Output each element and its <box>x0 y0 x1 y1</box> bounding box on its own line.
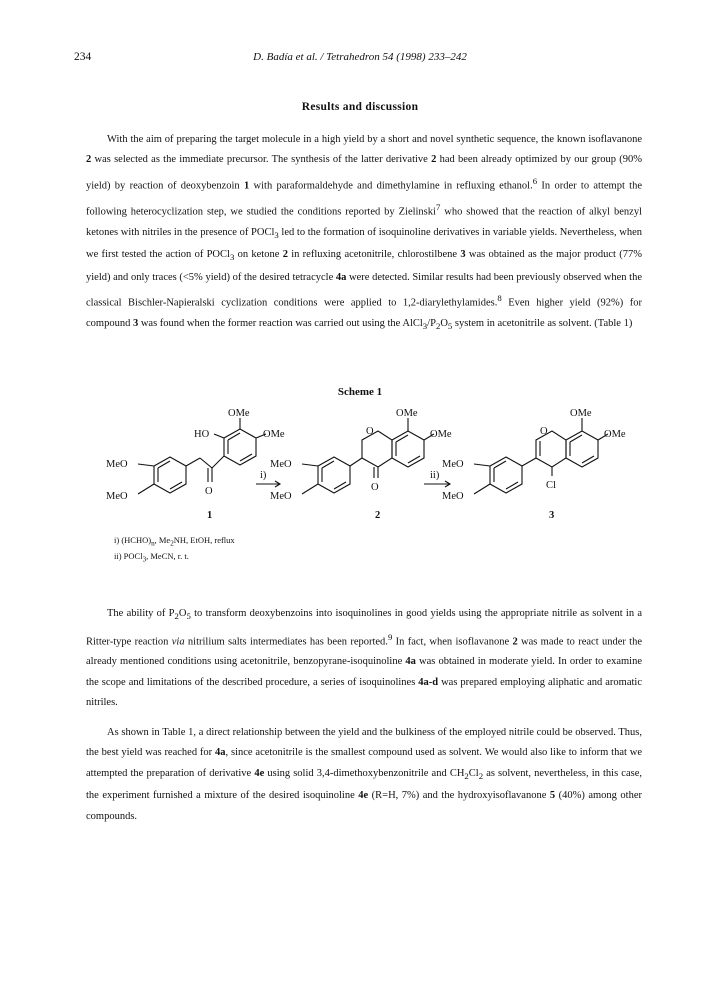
compound-3-number: 3 <box>549 510 555 521</box>
reaction-scheme <box>100 408 626 532</box>
scheme-title: Scheme 1 <box>337 386 383 398</box>
compound-3-meo-top: MeO <box>442 459 464 470</box>
compound-1-carbonyl-o: O <box>205 486 213 497</box>
compound-2-meo-top: MeO <box>270 459 292 470</box>
compound-3-ome-right: OMe <box>604 429 626 440</box>
compound-2-carbonyl-o: O <box>371 482 379 493</box>
compound-3-ring-o: O <box>540 426 548 437</box>
compound-3-meo-bottom: MeO <box>442 491 464 502</box>
compound-1-ome-top: OMe <box>228 408 250 419</box>
compound-2-ring-o: O <box>366 426 374 437</box>
running-head: D. Badía et al. / Tetrahedron 54 (1998) 233–242 <box>253 51 467 63</box>
compound-3-ome-top: OMe <box>570 408 592 419</box>
page-number: 234 <box>74 51 92 63</box>
compound-2-number: 2 <box>375 510 381 521</box>
condition-i: i) $(HCHO)_n$, $Me_2NH$, EtOH, reflux <box>114 535 235 548</box>
paragraph-1: With the aim of preparing the target molecule in a high yield by a short and novel synthetic sequence, the known isoflavanone 2 was selected as the immediate precursor. The synthesis of the latter derivative 2 had been already optimized by our group (90% yield) by reaction of deoxybenzoin 1 with paraformaldehyde and dimethylamine in refluxing ethanol.$^6$ In order to attempt the following heterocyclization step, we studied the conditions reported by Zielinski$^7$ who showed that the reaction of alkyl benzyl ketones with nitriles in the presence of POCl$_3$ led to the formation of isoquinoline derivatives in variable yields. Nevertheless, when we first tested the action of POCl$_3$ on ketone 2 in refluxing acetonitrile, chlorostilbene 3 was obtained as the major product (77% yield) and only traces (<5% yield) of the desired tetracycle 4a were detected. Similar results had been previously observed when the classical Bischler-Napieralski cyclization conditions were applied to 1,2-diarylethylamides.$^8$ Even higher yield (92%) for compound 3 was found when the former reaction was carried out using the $AlCl_3/P_2O_5$ system in acetonitrile as solvent. (Table 1) <box>86 134 642 332</box>
step-1-label: i) <box>260 470 267 481</box>
compound-1-ho: HO <box>194 429 210 440</box>
compound-1-meo-top: MeO <box>106 459 128 470</box>
compound-3-cl: Cl <box>546 480 556 491</box>
compound-1-ome-right: OMe <box>263 429 285 440</box>
paragraph-3: As shown in Table 1, a direct relationship between the yield and the bulkiness of the employed nitrile could be observed. Thus, the best yield was reached for 4a, since acetonitrile is the smallest compound used as solvent. We would also like to inform that we attempted the preparation of derivative 4e using solid 3,4-dimethoxybenzonitrile and $CH_2Cl_2$ as solvent, nevertheless, in this case, the experiment furnished a mixture of the desired isoquinoline 4e (R=H, 7%) and the hydroxyisoflavanone 5 (40%) among other compounds. <box>86 727 642 822</box>
compound-1-meo-bottom: MeO <box>106 491 128 502</box>
condition-ii: ii) POCl$_3$, MeCN, r. t. <box>114 550 189 564</box>
step-2-label: ii) <box>430 470 440 481</box>
scheme-conditions <box>114 534 235 565</box>
compound-2-ome-top: OMe <box>396 408 418 419</box>
compound-1-number: 1 <box>207 510 213 521</box>
section-title: Results and discussion <box>301 101 419 113</box>
compound-2-ome-right: OMe <box>430 429 452 440</box>
compound-2-meo-bottom: MeO <box>270 491 292 502</box>
paragraph-2: The ability of $P_2O_5$ to transform deoxybenzoins into isoquinolines in good yields using the appropriate nitrile as solvent in a Ritter-type reaction via nitrilium salts intermediates has been reported.$^9$ In fact, when isoflavanone 2 was made to react under the already mentioned conditions using acetonitrile, benzopyrane-isoquinoline 4a was obtained in moderate yield. In order to examine the scope and limitations of the described procedure, a series of isoquinolines 4a-d was prepared employing aliphatic and aromatic nitriles. <box>86 608 643 709</box>
